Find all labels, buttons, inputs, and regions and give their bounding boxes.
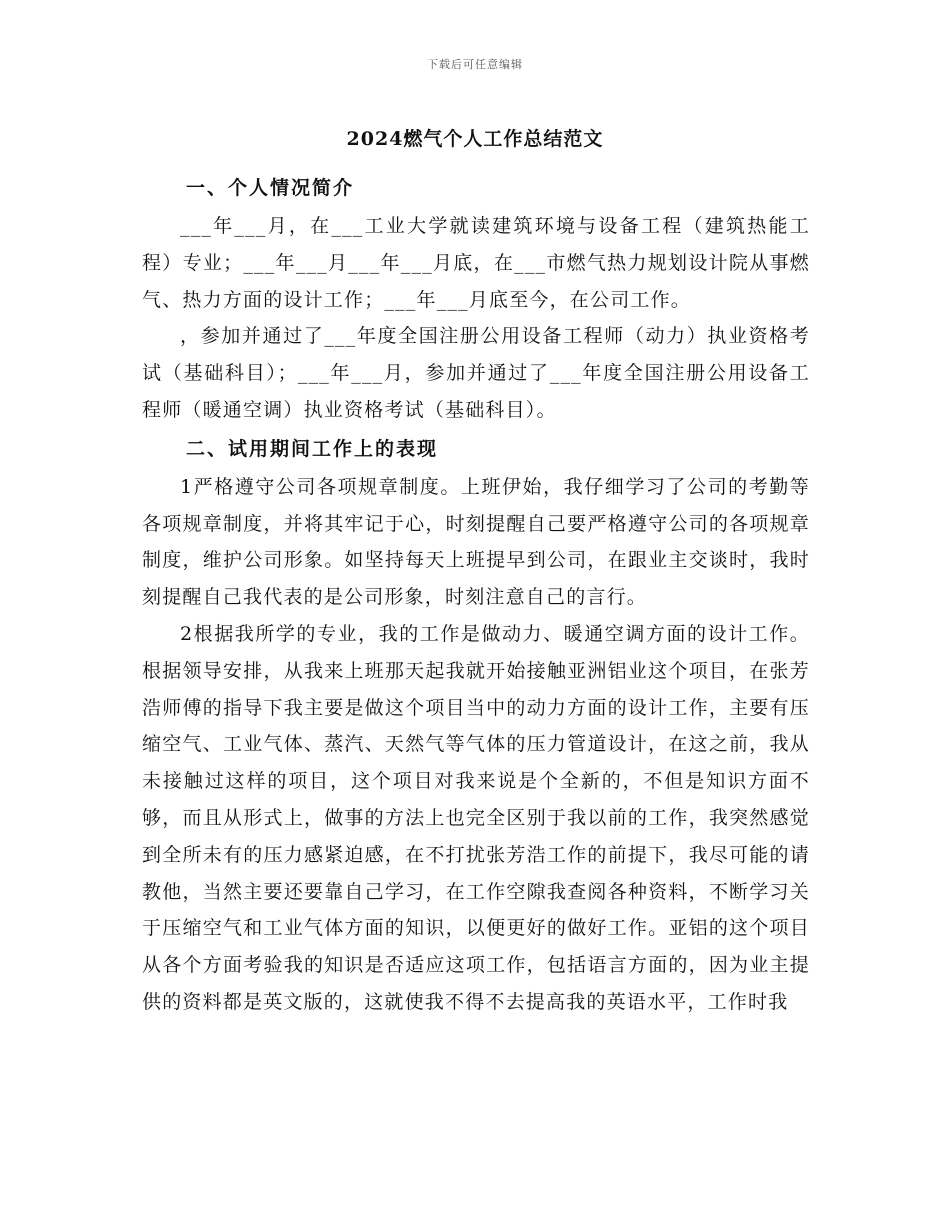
paragraph: 1严格遵守公司各项规章制度。上班伊始，我仔细学习了公司的考勤等各项规章制度，并将其牢记于心，时刻提醒自己要严格遵守公司的各项规章制度，维护公司形象。如坚持每天上班提早到公司，在跟业主交谈时，我时刻提醒自己我代表的是公司形象，时刻注意自己的言行。 [142, 475, 810, 609]
document-body [142, 168, 810, 1021]
paragraph: ，参加并通过了___年度全国注册公用设备工程师（动力）执业资格考试（基础科目）；___年___月，参加并通过了___年度全国注册公用设备工程师（暖通空调）执业资格考试（基础科目）。 [142, 325, 810, 421]
section-heading-probation-performance: 二、试用期间工作上的表现 [186, 437, 439, 460]
header-note: 下载后可任意编辑 [427, 58, 523, 71]
paragraph: ___年___月，在___工业大学就读建筑环境与设备工程（建筑热能工程）专业；___年___月___年___月底，在___市燃气热力规划设计院从事燃气、热力方面的设计工作；___年___月底至今，在公司工作。 [142, 215, 810, 311]
paragraph: 2根据我所学的专业，我的工作是做动力、暖通空调方面的设计工作。根据领导安排，从我来上班那天起我就开始接触亚洲铝业这个项目，在张芳浩师傅的指导下我主要是做这个项目当中的动力方面的设计工作，主要有压缩空气、工业气体、蒸汽、天然气等气体的压力管道设计，在这之前，我从未接触过这样的项目，这个项目对我来说是个全新的，不但是知识方面不够，而且从形式上，做事的方法上也完全区别于我以前的工作，我突然感觉到全所未有的压力感紧迫感，在不打扰张芳浩工作的前提下，我尽可能的请教他，当然主要还要靠自己学习，在工作空隙我查阅各种资料，不断学习关于压缩空气和工业气体方面的知识，以便更好的做好工作。亚铝的这个项目从各个方面考验我的知识是否适应这项工作，包括语言方面的，因为业主提供的资料都是英文版的，这就使我不得不去提高我的英语水平，工作时我 [142, 622, 810, 1013]
section-heading-personal-intro: 一、个人情况简介 [186, 177, 355, 199]
document-title: 2024燃气个人工作总结范文 [346, 128, 604, 150]
